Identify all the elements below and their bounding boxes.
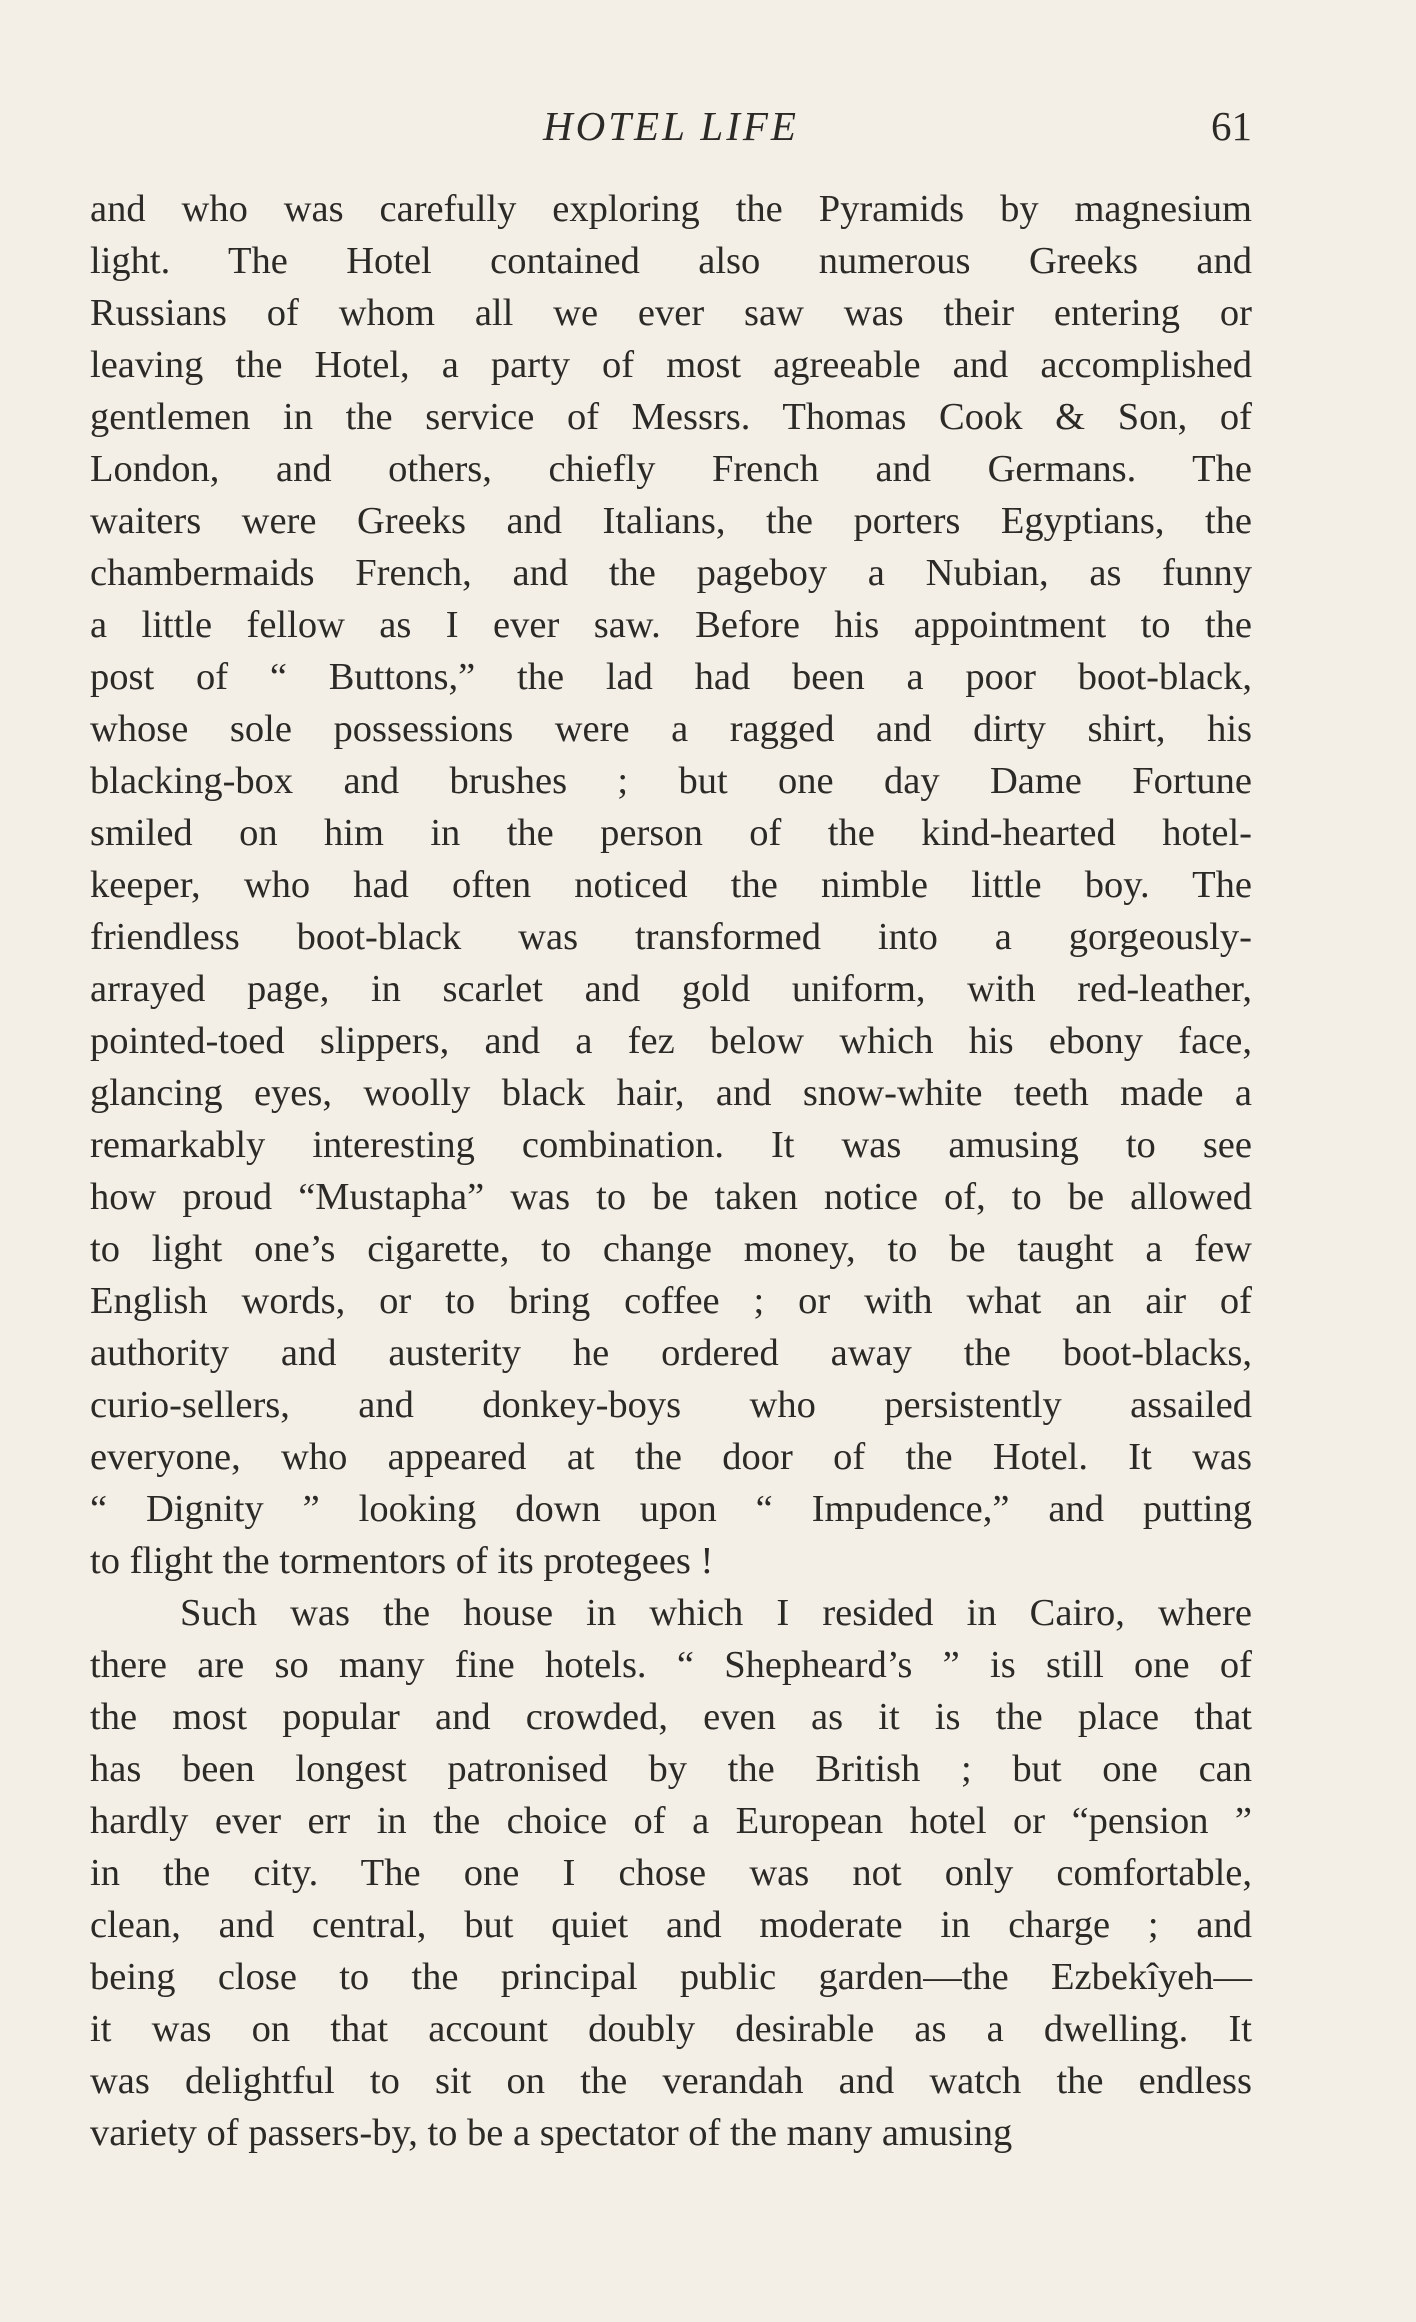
text-line: a little fellow as I ever saw. Before his appointment to the bbox=[90, 604, 1252, 646]
text-line: whose sole possessions were a ragged and dirty shirt, his bbox=[90, 708, 1252, 750]
text-line: smiled on him in the person of the kind-hearted hotel- bbox=[90, 812, 1252, 854]
text-line: and who was carefully exploring the Pyramids by magnesium bbox=[90, 188, 1252, 230]
text-line: in the city. The one I chose was not only comfortable, bbox=[90, 1852, 1252, 1894]
text-line: everyone, who appeared at the door of the Hotel. It was bbox=[90, 1436, 1252, 1478]
text-line: waiters were Greeks and Italians, the porters Egyptians, the bbox=[90, 500, 1252, 542]
text-line: pointed-toed slippers, and a fez below which his ebony face, bbox=[90, 1020, 1252, 1062]
paragraph bbox=[90, 183, 1252, 1587]
text-line: was delightful to sit on the verandah and watch the endless bbox=[90, 2060, 1252, 2102]
page-number: 61 bbox=[1211, 103, 1252, 149]
text-line: chambermaids French, and the pageboy a Nubian, as funny bbox=[90, 552, 1252, 594]
text-line: blacking-box and brushes ; but one day Dame Fortune bbox=[90, 760, 1252, 802]
text-line: hardly ever err in the choice of a European hotel or “pension ” bbox=[90, 1800, 1252, 1842]
text-line: curio-sellers, and donkey-boys who persistently assailed bbox=[90, 1384, 1252, 1426]
text-line: light. The Hotel contained also numerous Greeks and bbox=[90, 240, 1252, 282]
running-title: HOTEL LIFE bbox=[543, 103, 799, 149]
text-line: remarkably interesting combination. It was amusing to see bbox=[90, 1124, 1252, 1166]
text-line: gentlemen in the service of Messrs. Thomas Cook & Son, of bbox=[90, 396, 1252, 438]
body-text bbox=[90, 183, 1252, 2159]
text-line: London, and others, chiefly French and Germans. The bbox=[90, 448, 1252, 490]
text-line: glancing eyes, woolly black hair, and snow-white teeth made a bbox=[90, 1072, 1252, 1114]
text-line: Such was the house in which I resided in Cairo, where bbox=[180, 1592, 1252, 1634]
text-line: being close to the principal public garden—the Ezbekîyeh— bbox=[90, 1956, 1252, 1998]
text-line: clean, and central, but quiet and moderate in charge ; and bbox=[90, 1904, 1252, 1946]
text-line: to light one’s cigarette, to change money, to be taught a few bbox=[90, 1228, 1252, 1270]
text-line: leaving the Hotel, a party of most agreeable and accomplished bbox=[90, 344, 1252, 386]
text-line: authority and austerity he ordered away the boot-blacks, bbox=[90, 1332, 1252, 1374]
text-line: post of “ Buttons,” the lad had been a poor boot-black, bbox=[90, 656, 1252, 698]
text-line: to flight the tormentors of its protegees ! bbox=[90, 1540, 714, 1582]
text-line: Russians of whom all we ever saw was their entering or bbox=[90, 292, 1252, 334]
text-line: the most popular and crowded, even as it is the place that bbox=[90, 1696, 1252, 1738]
text-line: there are so many fine hotels. “ Shepheard’s ” is still one of bbox=[90, 1644, 1252, 1686]
text-line: keeper, who had often noticed the nimble little boy. The bbox=[90, 864, 1252, 906]
text-line: variety of passers-by, to be a spectator of the many amusing bbox=[90, 2112, 1013, 2154]
text-line: how proud “Mustapha” was to be taken notice of, to be allowed bbox=[90, 1176, 1252, 1218]
running-head bbox=[90, 96, 1252, 156]
text-line: it was on that account doubly desirable as a dwelling. It bbox=[90, 2008, 1252, 2050]
text-line: “ Dignity ” looking down upon “ Impudence,” and putting bbox=[90, 1488, 1252, 1530]
text-line: English words, or to bring coffee ; or with what an air of bbox=[90, 1280, 1252, 1322]
text-line: has been longest patronised by the British ; but one can bbox=[90, 1748, 1252, 1790]
text-line: friendless boot-black was transformed into a gorgeously- bbox=[90, 916, 1252, 958]
text-line: arrayed page, in scarlet and gold uniform, with red-leather, bbox=[90, 968, 1252, 1010]
paragraph bbox=[90, 1587, 1252, 2159]
